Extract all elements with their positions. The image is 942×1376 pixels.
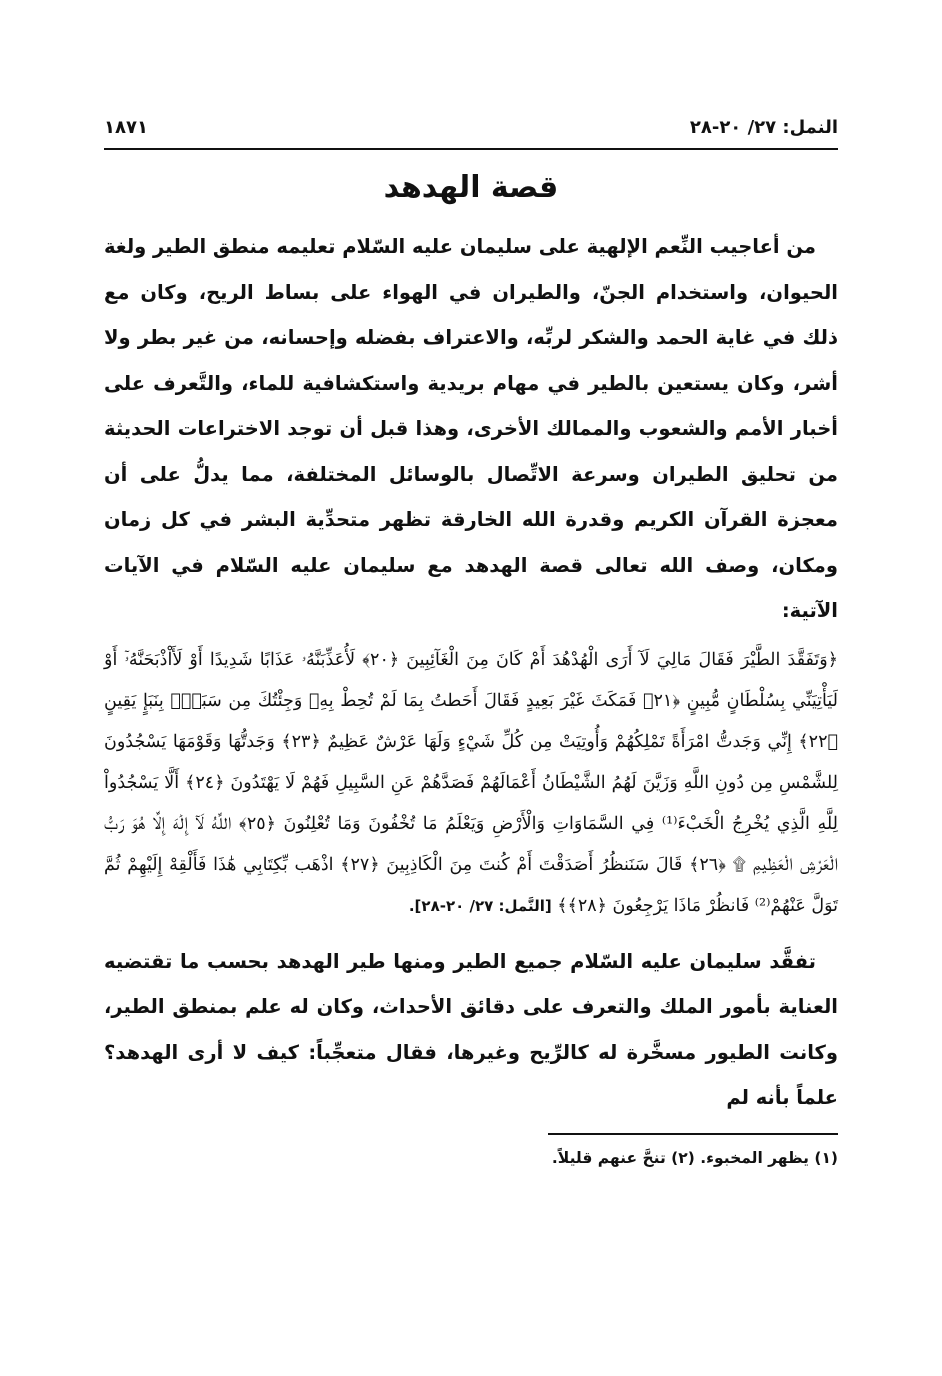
page-number: ١٨٧١ bbox=[104, 117, 148, 138]
section-title: قصة الهدهد bbox=[383, 170, 559, 205]
commentary-paragraph: تفقَّد سليمان عليه السّلام جميع الطير ومنها طير الهدهد بحسب ما تقتضيه العناية بأمور الملك والتعرف على دقائق الأحداث، وكان له علم بمنطق الطير، وكانت الطيور مسخَّرة له كالرِّيح وغيرها، فقال متعجِّباً: كيف لا أرى الهدهد؟ علماً بأنه لم bbox=[104, 949, 838, 1109]
intro-paragraph: من أعاجيب النِّعم الإلهية على سليمان عليه السّلام تعليمه منطق الطير ولغة الحيوان، واستخدام الجنّ، والطيران في الهواء على بساط الريح، وكان مع ذلك في غاية الحمد والشكر لربِّه، والاعتراف بفضله وإحسانه، من غير بطر ولا أشر، وكان يستعين بالطير في مهام بريدية واستكشافية للماء، والتَّعرف على أخبار الأمم والشعوب والممالك الأخرى، وهذا قبل أن توجد الاختراعات الحديثة من تحليق الطيران وسرعة الاتِّصال بالوسائل المختلفة، مما يدلُّ على أن معجزة القرآن الكريم وقدرة الله الخارقة تظهر متحدِّية البشر في كل زمان ومكان، وصف الله تعالى قصة الهدهد مع سليمان عليه السّلام في الآيات الآتية: bbox=[103, 235, 838, 622]
footnote-divider bbox=[548, 1133, 838, 1135]
book-page bbox=[104, 104, 838, 1175]
chapter-reference: النمل: ٢٧/ ٢٠-٢٨ bbox=[689, 117, 838, 138]
footnotes: (١) يظهر المخبوء. (٢) تنحَّ عنهم قليلاً. bbox=[551, 1148, 838, 1167]
quran-reference: [النَّمل: ٢٧/ ٢٠-٢٨]. bbox=[408, 896, 552, 915]
quran-verses: ﴿وَتَفَقَّدَ الطَّيْرَ فَقَالَ مَالِيَ لَآ أَرَى الْهُدْهُدَ أَمْ كَانَ مِنَ الْغَآئِبِينَ ﴿٢٠﴾ لَأُعَذِّبَنَّهُۥ عَذَابًا شَدِيدًا أَوْ لَأَاْذْبَحَنَّهُۥٓ أَوْ لَيَأْتِيَنِّي بِسُلْطَانٍ مُّبِينٍ ﴿٢١﴾ فَمَكَثَ غَيْرَ بَعِيدٍ فَقَالَ أَحَطتُ بِمَا لَمْ تُحِطْ بِهِۦ وَجِئْتُكَ مِن سَبَإِۭ بِنَبَإٍ يَقِينٍ ﴿٢٢﴾ إِنِّي وَجَدتُّ امْرَأَةً تَمْلِكُهُمْ وَأُوتِيَتْ مِن كُلِّ شَيْءٍ وَلَهَا عَرْشٌ عَظِيمٌ ﴿٢٣﴾ وَجَدتُّهَا وَقَوْمَهَا يَسْجُدُونَ لِلشَّمْسِ مِن دُونِ اللَّهِ وَزَيَّنَ لَهُمُ الشَّيْطَانُ أَعْمَالَهُمْ فَصَدَّهُمْ عَنِ السَّبِيلِ فَهُمْ لَا يَهْتَدُونَ ﴿٢٤﴾ أَلَّا يَسْجُدُواْ لِلَّهِ الَّذِي يُخْرِجُ الْخَبْءَ⁽¹⁾ فِي السَّمَاوَاتِ وَالْأَرْضِ وَيَعْلَمُ مَا تُخْفُونَ وَمَا تُعْلِنُونَ ﴿٢٥﴾ اللَّهُ لَآ إِلَٰهَ إِلَّا هُوَ رَبُّ الْعَرْشِ الْعَظِيمِ ۩ ﴿٢٦﴾ قَالَ سَنَنظُرُ أَصَدَقْتَ أَمْ كُنتَ مِنَ الْكَاذِبِينَ ﴿٢٧﴾ اذْهَب بِّكِتَابِي هَٰذَا فَأَلْقِهْ إِلَيْهِمْ ثُمَّ تَوَلَّ عَنْهُمْ⁽²⁾ فَانظُرْ مَاذَا يَرْجِعُونَ ﴿٢٨﴾﴾ bbox=[104, 649, 839, 916]
quran-passage bbox=[104, 640, 838, 927]
running-head bbox=[104, 104, 838, 150]
